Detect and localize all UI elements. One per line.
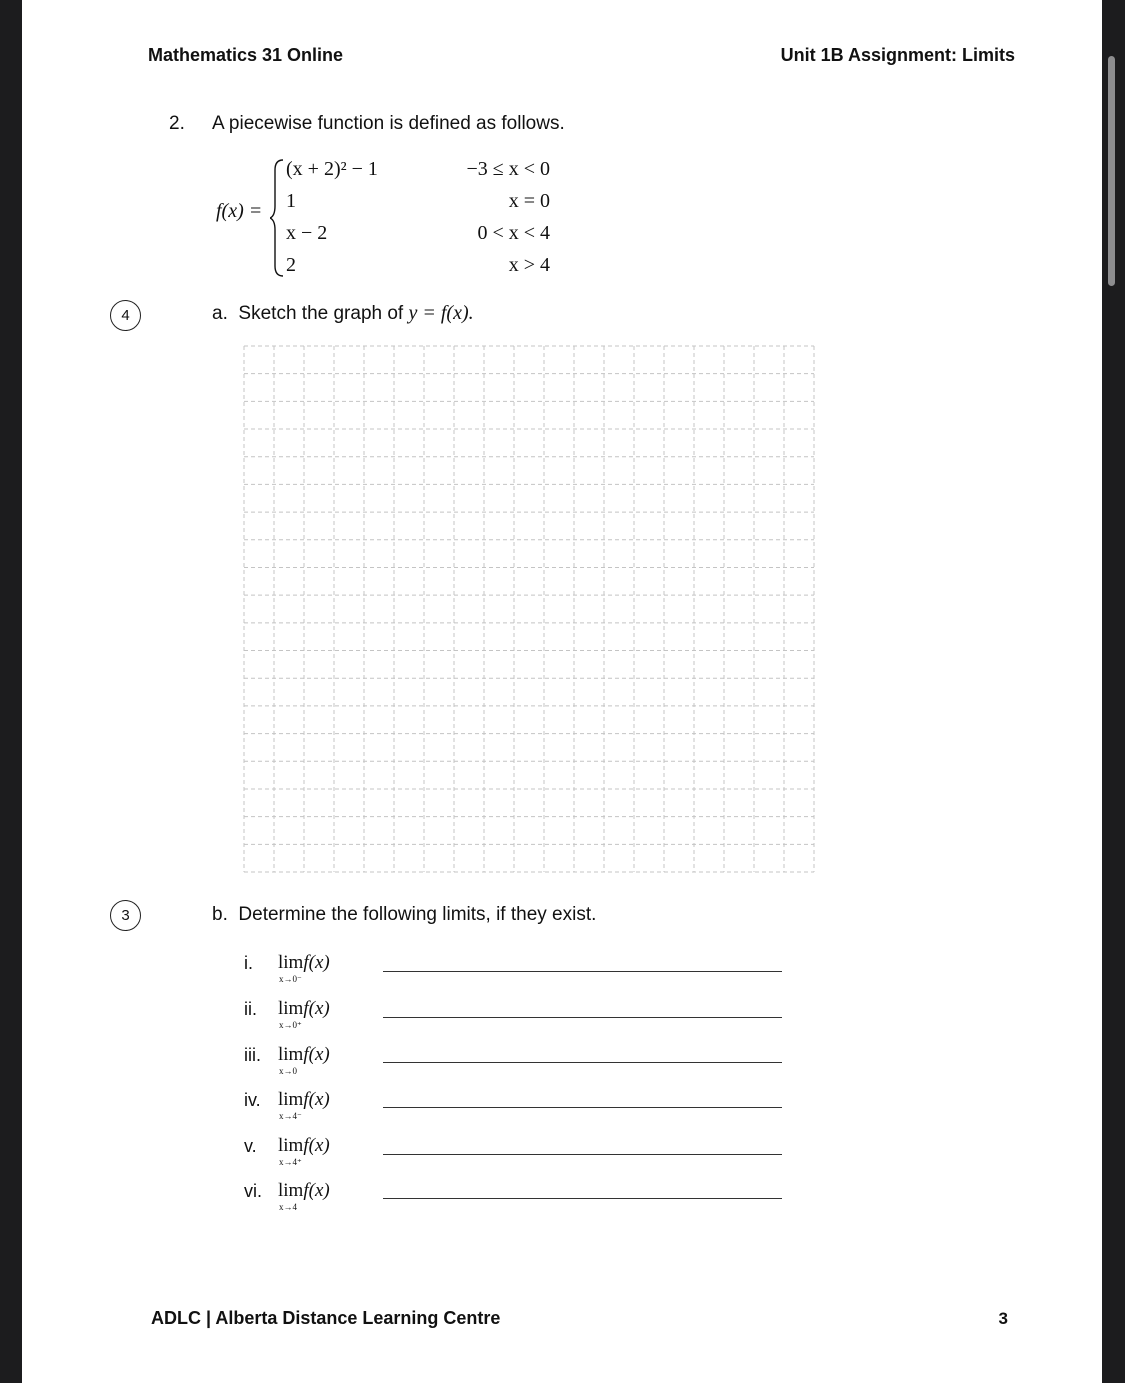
limit-number-6: vi. <box>244 1181 262 1201</box>
page-number: 3 <box>998 1309 1008 1328</box>
limit-subscript: x→4⁺ <box>279 1157 302 1167</box>
case-expression-4: 2 <box>286 254 296 276</box>
limit-subscript: x→0 <box>279 1066 297 1076</box>
answer-field-4[interactable] <box>383 1107 782 1108</box>
lim-operator: lim <box>278 1089 304 1110</box>
footer-organization: ADLC | Alberta Distance Learning Centre <box>151 1308 501 1328</box>
part-b-label: b. <box>212 904 228 925</box>
course-title: Mathematics 31 Online <box>148 45 344 65</box>
limit-number-5: v. <box>244 1136 257 1156</box>
case-expression-2: 1 <box>286 190 296 212</box>
brace-icon <box>270 158 284 278</box>
limit-expression-6 <box>278 1180 330 1212</box>
lim-operator: lim <box>278 1135 304 1156</box>
answer-field-2[interactable] <box>383 1017 782 1018</box>
case-condition-2: x = 0 <box>508 190 550 212</box>
limit-function: f(x) <box>303 998 330 1019</box>
limit-expression-2 <box>278 998 330 1030</box>
part-a-prompt <box>212 302 474 325</box>
points-badge-a: 4 <box>110 300 141 331</box>
limit-function: f(x) <box>303 1135 330 1156</box>
question-number: 2. <box>169 113 185 134</box>
limit-number-3: iii. <box>244 1045 261 1065</box>
limit-expression-1 <box>278 952 330 984</box>
assignment-title: Unit 1B Assignment: Limits <box>780 45 1015 65</box>
limit-function: f(x) <box>303 1044 330 1065</box>
limit-expression-4 <box>278 1089 330 1121</box>
part-a-text: Sketch the graph of <box>238 303 404 324</box>
limit-number-1: i. <box>244 953 253 973</box>
part-a-label: a. <box>212 303 228 324</box>
answer-field-5[interactable] <box>383 1154 782 1155</box>
question-text: A piecewise function is defined as follows. <box>212 113 565 134</box>
case-expression-1: (x + 2)² − 1 <box>286 158 378 180</box>
answer-field-6[interactable] <box>383 1198 782 1199</box>
limit-expression-3 <box>278 1044 330 1076</box>
limit-number-4: iv. <box>244 1090 261 1110</box>
graph-grid[interactable] <box>243 345 815 873</box>
case-expression-3: x − 2 <box>286 222 328 244</box>
limit-function: f(x) <box>303 1089 330 1110</box>
limit-expression-5 <box>278 1135 330 1167</box>
lim-operator: lim <box>278 1044 304 1065</box>
lim-operator: lim <box>278 952 304 973</box>
limit-function: f(x) <box>303 1180 330 1201</box>
limit-function: f(x) <box>303 952 330 973</box>
case-condition-3: 0 < x < 4 <box>477 222 550 244</box>
case-condition-1: −3 ≤ x < 0 <box>466 158 550 180</box>
function-lhs: f(x) = <box>216 200 263 222</box>
case-condition-4: x > 4 <box>508 254 550 276</box>
points-badge-b: 3 <box>110 900 141 931</box>
lim-operator: lim <box>278 998 304 1019</box>
answer-field-1[interactable] <box>383 971 782 972</box>
part-b-text: Determine the following limits, if they exist. <box>238 904 597 925</box>
limit-subscript: x→4⁻ <box>279 1111 302 1121</box>
part-b-prompt <box>212 904 596 926</box>
limit-number-2: ii. <box>244 999 257 1019</box>
part-a-math: y = f(x). <box>408 302 474 324</box>
lim-operator: lim <box>278 1180 304 1201</box>
answer-field-3[interactable] <box>383 1062 782 1063</box>
limit-subscript: x→0⁻ <box>279 974 302 984</box>
limit-subscript: x→0⁺ <box>279 1020 302 1030</box>
limit-subscript: x→4 <box>279 1202 297 1212</box>
scrollbar-thumb[interactable] <box>1108 56 1115 286</box>
